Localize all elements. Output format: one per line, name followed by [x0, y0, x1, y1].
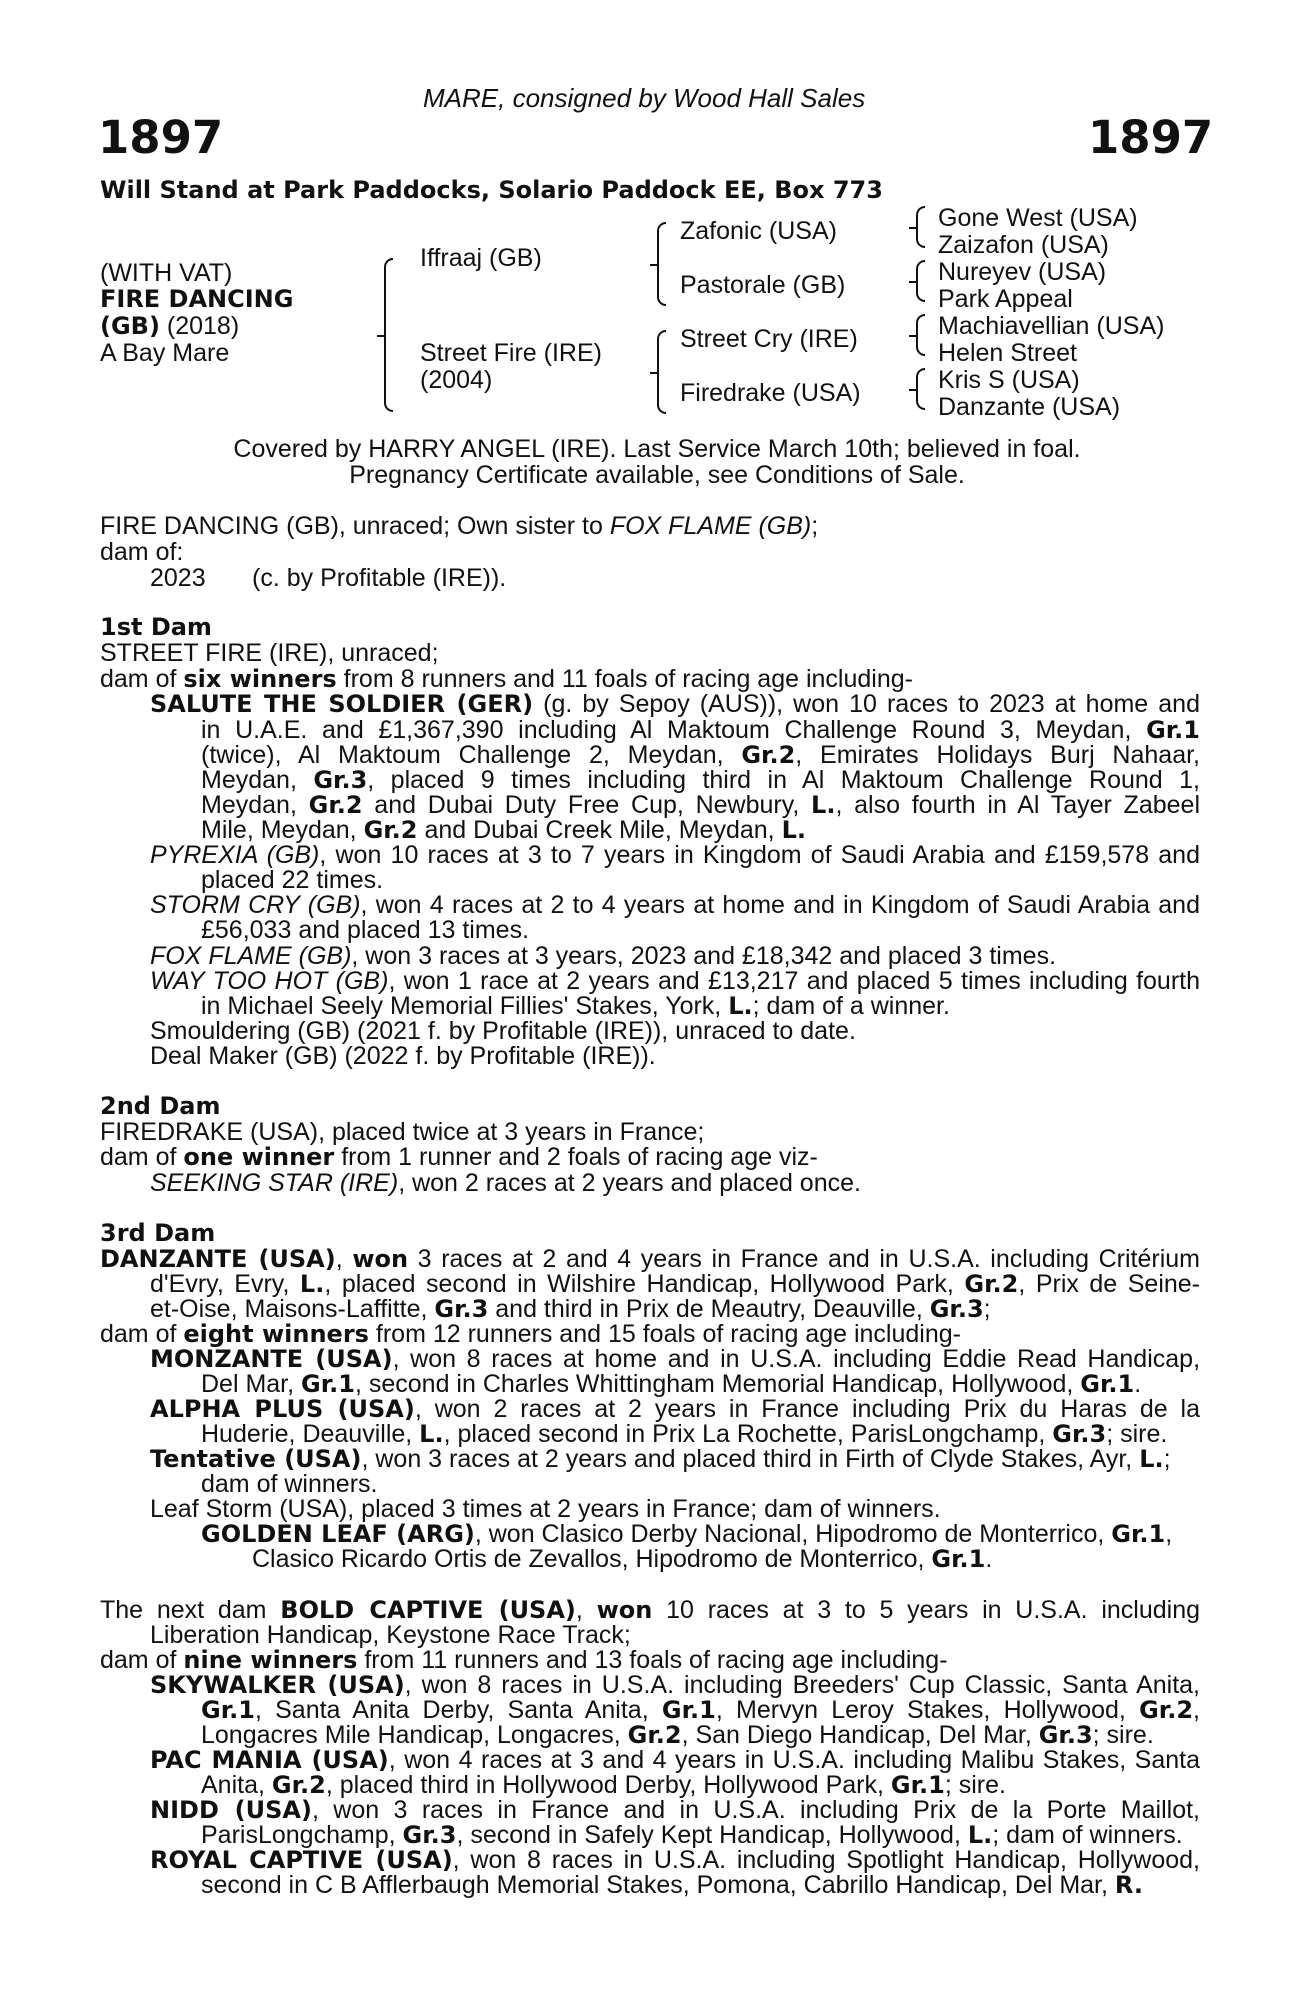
- horse-year: (2018): [166, 312, 240, 340]
- pedigree-dsd: Helen Street: [938, 339, 1077, 367]
- pedigree-sire-sire: Zafonic (USA): [680, 217, 837, 245]
- produce-year: 2023: [150, 564, 206, 592]
- pedigree-dam-year: (2004): [420, 366, 493, 394]
- pedigree-sire: Iffraaj (GB): [420, 244, 542, 272]
- pedigree-ddd: Danzante (USA): [938, 393, 1121, 421]
- pedigree-sds: Nureyev (USA): [938, 258, 1107, 286]
- second-dam-line-2: dam of one winner from 1 runner and 2 foals of racing age viz-: [100, 1143, 818, 1171]
- brace-sire: [657, 222, 666, 306]
- first-dam-heading: 1st Dam: [100, 613, 212, 641]
- progeny-fox-flame: FOX FLAME (GB), won 3 races at 3 years, 2023 and £18,342 and placed 3 times.: [150, 942, 1057, 970]
- progeny-seeking-star: SEEKING STAR (IRE), won 2 races at 2 years and placed once.: [150, 1169, 861, 1197]
- intro-line-1: FIRE DANCING (GB), unraced; Own sister to FOX FLAME (GB);: [100, 512, 819, 540]
- brace-sd: [916, 260, 925, 302]
- pedigree-dam-dam: Firedrake (USA): [680, 379, 861, 407]
- consignor-line: MARE, consigned by Wood Hall Sales: [423, 83, 866, 113]
- progeny-leaf-storm: Leaf Storm (USA), placed 3 times at 2 years in France; dam of winners.: [150, 1495, 941, 1523]
- pedigree-dam-sire: Street Cry (IRE): [680, 325, 858, 353]
- pedigree-dss: Machiavellian (USA): [938, 312, 1165, 340]
- covered-line-1: Covered by HARRY ANGEL (IRE). Last Service March 10th; believed in foal.: [233, 435, 1081, 463]
- covered-line-2: Pregnancy Certificate available, see Conditions of Sale.: [349, 461, 965, 489]
- horse-origin: (GB): [100, 312, 160, 340]
- pedigree-sdd: Park Appeal: [938, 285, 1073, 313]
- brace-main: [384, 258, 393, 412]
- progeny-smouldering: Smouldering (GB) (2021 f. by Profitable (IRE)), unraced to date.: [150, 1017, 856, 1045]
- pedigree-sire-dam: Pastorale (GB): [680, 271, 846, 299]
- first-dam-line-1: STREET FIRE (IRE), unraced;: [100, 639, 439, 667]
- horse-name: FIRE DANCING: [100, 285, 294, 313]
- second-dam-heading: 2nd Dam: [100, 1092, 221, 1120]
- pedigree-dds: Kris S (USA): [938, 366, 1080, 394]
- lot-number-left: 1897: [98, 111, 224, 164]
- lot-number-right: 1897: [1088, 111, 1214, 164]
- brace-ss: [916, 206, 925, 248]
- brace-dd: [916, 368, 925, 410]
- brace-dam: [657, 330, 666, 414]
- horse-description: A Bay Mare: [100, 339, 230, 367]
- produce-description: (c. by Profitable (IRE)).: [252, 564, 507, 592]
- pedigree-ssd: Zaizafon (USA): [938, 231, 1109, 259]
- first-dam-line-2: dam of six winners from 8 runners and 11 foals of racing age including-: [100, 665, 913, 693]
- pedigree-dam: Street Fire (IRE): [420, 339, 602, 367]
- pedigree-sss: Gone West (USA): [938, 204, 1138, 232]
- stand-location: Will Stand at Park Paddocks, Solario Paddock EE, Box 773: [100, 176, 883, 204]
- intro-line-2: dam of:: [100, 538, 184, 566]
- third-dam-heading: 3rd Dam: [100, 1219, 216, 1247]
- vat-note: (WITH VAT): [100, 259, 233, 287]
- second-dam-line-1: FIREDRAKE (USA), placed twice at 3 years in France;: [100, 1118, 705, 1146]
- brace-ds: [916, 314, 925, 356]
- progeny-deal-maker: Deal Maker (GB) (2022 f. by Profitable (IRE)).: [150, 1042, 656, 1070]
